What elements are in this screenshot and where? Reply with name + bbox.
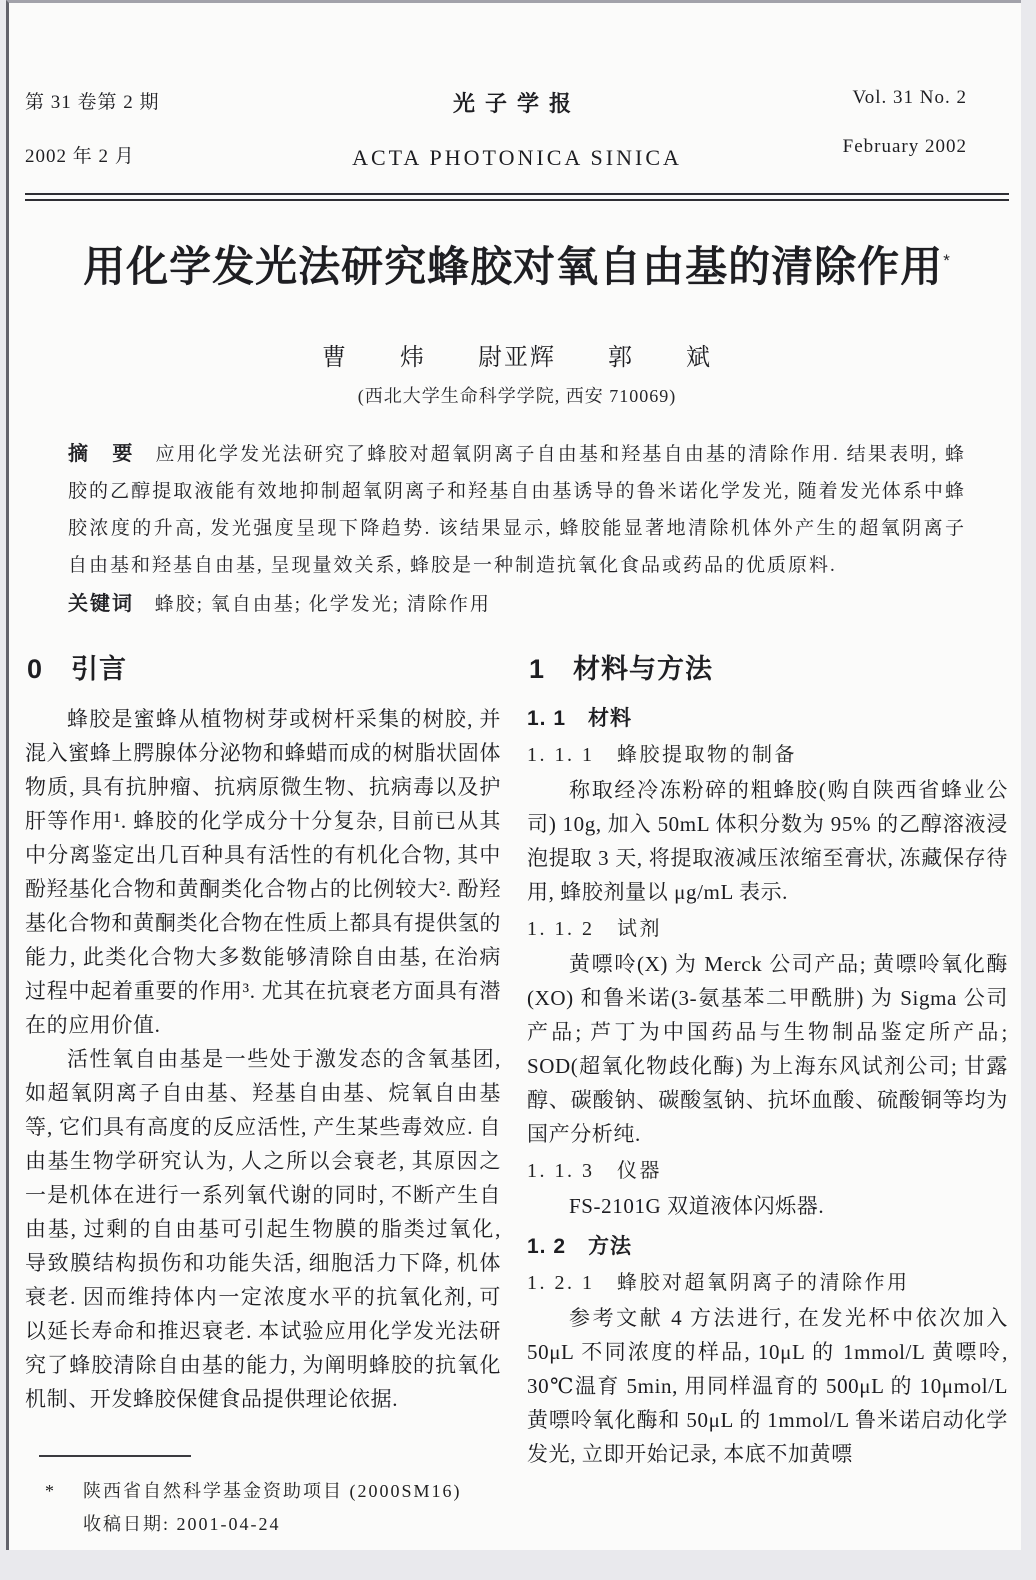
section-1-2-heading: 1. 2 方法 [527,1235,633,1258]
article-title [25,233,1009,295]
section-0-heading: 0 引言 [27,654,128,684]
section-1-2-1-heading: 1. 2. 1 蜂胶对超氧阴离子的清除作用 [527,1272,910,1294]
article-title-text: 用化学发光法研究蜂胶对氧自由基的清除作用 [83,243,944,290]
header-right [749,87,1009,158]
keywords-text: 蜂胶; 氧自由基; 化学发光; 清除作用 [154,594,491,615]
journal-name-cn: 光子学报 [452,91,581,116]
page-content [9,3,1021,1471]
footnote-received-text: 收稿日期: 2001-04-24 [83,1514,281,1534]
volume-issue-en: Vol. 31 No. 2 [852,87,967,108]
footnote-marker: * [45,1481,56,1501]
keywords-label: 关键词 [68,593,134,615]
right-column [527,643,1008,1471]
left-column [25,643,501,1471]
section-1-1-1-heading: 1. 1. 1 蜂胶提取物的制备 [527,744,797,766]
section-0-paragraph-1: 蜂胶是蜜蜂从植物树芽或树杆采集的树胶, 并混入蜜蜂上腭腺体分泌物和蜂蜡而成的树脂状固体物质, 具有抗肿瘤、抗病原微生物、抗病毒以及护肝等作用¹. 蜂胶的化学成分十分复杂, 目前已从其中分离鉴定出几百种具有活性的有机化合物, 其中酚羟基化合物和黄酮类化合物占的比例较大². 酚羟基化合物和黄酮类化合物在性质上都具有提供氢的能力, 此类化合物大多数能够清除自由基, 在治病过程中起着重要的作用³. 尤其在抗衰老方面具有潜在的应用价值. [25,707,501,1037]
abstract [68,436,966,584]
abstract-text: 应用化学发光法研究了蜂胶对超氧阴离子自由基和羟基自由基的清除作用. 结果表明, 蜂胶的乙醇提取液能有效地抑制超氧阴离子和羟基自由基诱导的鲁米诺化学发光, 随着发光体系中蜂胶浓度的升高, 发光强度呈现下降趋势. 该结果显示, 蜂胶能显著地清除机体外产生的超氧阴离子自由基和羟基自由基, 呈现量效关系, 蜂胶是一种制造抗氧化食品或药品的优质原料. [68,444,967,576]
volume-issue-cn: 第 31 卷第 2 期 [25,92,160,113]
section-1-1-2-heading: 1. 1. 2 试剂 [527,918,662,940]
journal-header [25,3,1009,171]
title-footnote-marker: * [943,251,951,270]
footnote-funding-text: 陕西省自然科学基金资助项目 (2000SM16) [83,1481,462,1501]
header-divider [25,193,1009,201]
section-1-1-3-heading: 1. 1. 3 仪器 [527,1160,662,1182]
section-1-2-1-paragraph: 参考文献 4 方法进行, 在发光杯中依次加入 50μL 不同浓度的样品, 10μL 的 1mmol/L 黄嘌呤, 30℃温育 5min, 用同样温育的 500μL 的 10μmol/L 黄嘌呤氧化酶和 50μL 的 1mmol/L 鲁米诺启动化学发光, 立即开始记录, 本底不加黄嘌 [527,1306,1008,1466]
authors: 曹 炜 尉亚辉 郭 斌 [322,345,712,371]
date-en: February 2002 [842,136,967,157]
footnote-funding [39,1475,679,1508]
header-left [25,87,285,168]
abstract-label: 摘 要 [68,443,135,465]
footnote-block [39,1455,679,1541]
body-columns [25,643,1009,1471]
section-1-1-1-paragraph: 称取经冷冻粉碎的粗蜂胶(购自陕西省蜂业公司) 10g, 加入 50mL 体积分数为 95% 的乙醇溶液浸泡提取 3 天, 将提取液减压浓缩至膏状, 冻藏保存待用, 蜂胶剂量以 μg/mL 表示. [527,778,1008,904]
keywords [68,586,966,623]
affiliation: (西北大学生命科学学院, 西安 710069) [357,386,677,406]
header-center [285,87,749,171]
section-1-1-3-paragraph: FS-2101G 双道液体闪烁器. [569,1194,825,1218]
footnote-divider [39,1455,191,1457]
section-1-1-heading: 1. 1 材料 [527,707,633,730]
journal-page [6,0,1021,1550]
section-1-1-2-paragraph: 黄嘌呤(X) 为 Merck 公司产品; 黄嘌呤氧化酶(XO) 和鲁米诺(3-氨基苯二甲酰肼) 为 Sigma 公司产品; 芦丁为中国药品与生物制品鉴定所产品; SOD(超氧化物歧化酶) 为上海东风试剂公司; 甘露醇、碳酸钠、碳酸氢钠、抗坏血酸、硫酸铜等均为国产分析纯. [527,952,1008,1146]
footnote-received-date [83,1508,679,1541]
section-1-heading: 1 材料与方法 [529,654,714,684]
section-0-paragraph-2: 活性氧自由基是一些处于激发态的含氧基团, 如超氧阴离子自由基、羟基自由基、烷氧自由基等, 它们具有高度的反应活性, 产生某些毒效应. 自由基生物学研究认为, 人之所以会衰老, 其原因之一是机体在进行一系列氧代谢的同时, 不断产生自由基, 过剩的自由基可引起生物膜的脂类过氧化, 导致膜结构损伤和功能失活, 细胞活力下降, 机体衰老. 因而维持体内一定浓度水平的抗氧化剂, 可以延长寿命和推迟衰老. 本试验应用化学发光法研究了蜂胶清除自由基的能力, 为阐明蜂胶的抗氧化机制、开发蜂胶保健食品提供理论依据. [25,1047,501,1411]
journal-name-en: ACTA PHOTONICA SINICA [352,145,682,170]
date-cn: 2002 年 2 月 [25,146,135,167]
